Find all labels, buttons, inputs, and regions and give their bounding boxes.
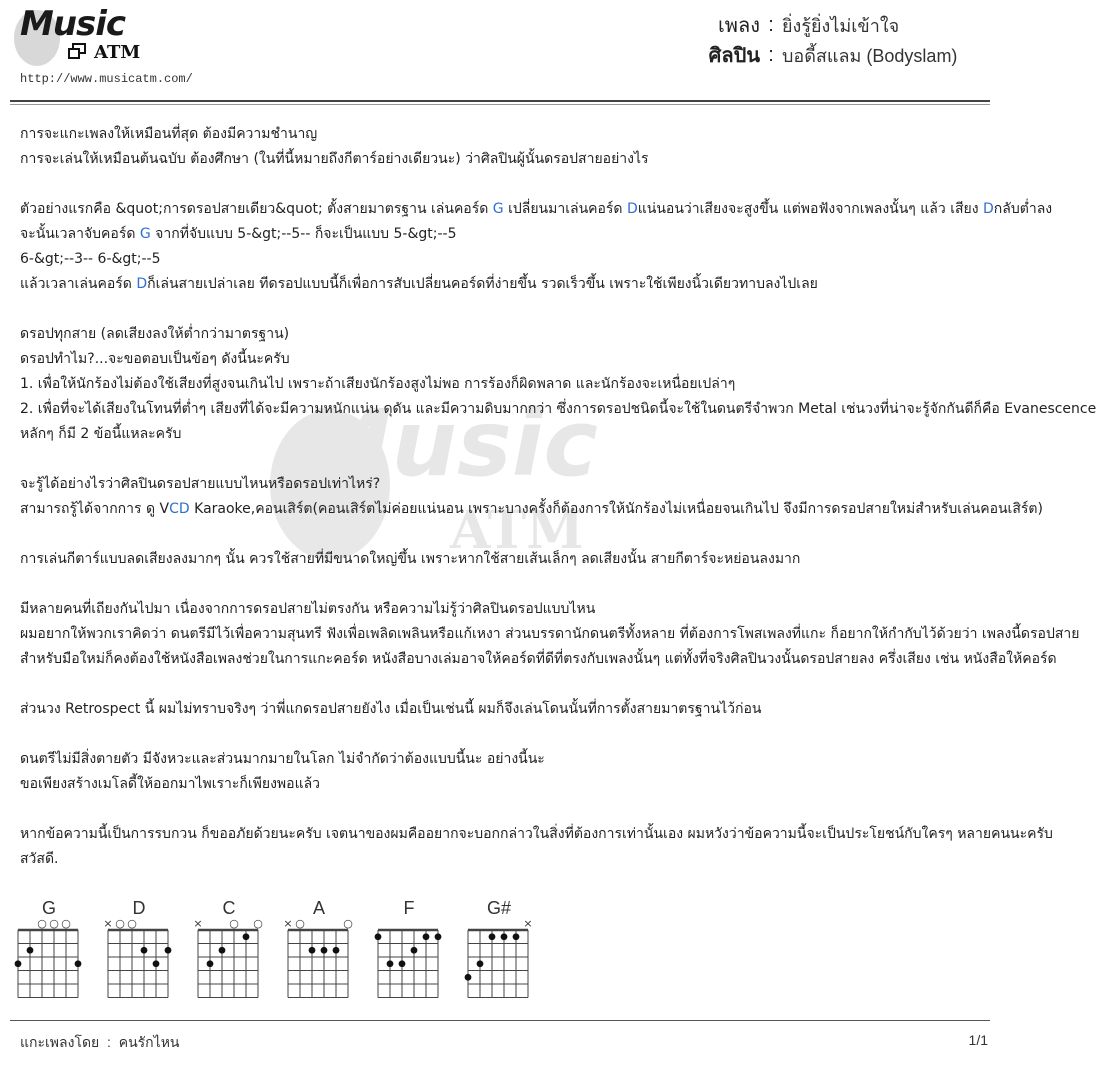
fretboard [284, 918, 354, 998]
lyric-text: สามารถรู้ได้จากการ ดู V [20, 501, 170, 517]
song-sep: : [768, 13, 774, 36]
watermark-logo: Music ATM [260, 390, 640, 620]
lyric-text: มีหลายคนที่เถียงกันไปมา เนื่องจากการดรอปสายไม่ตรงกัน หรือความไม่รู้ว่าศิลปินดรอปแบบไหน [20, 601, 596, 617]
chord-diagram-a [284, 898, 354, 998]
artist-label: ศิลปิน [708, 45, 760, 67]
open-string-marker: ○ [61, 917, 71, 930]
chord-diagrams [14, 898, 574, 998]
lyric-text: หลักๆ ก็มี 2 ข้อนี้แหละครับ [20, 426, 182, 442]
chord-link[interactable]: D [136, 276, 148, 292]
lyric-line [20, 347, 1000, 372]
chord-name: C [222, 898, 236, 918]
finger-dot [513, 933, 520, 940]
finger-dot [243, 933, 250, 940]
finger-dot [309, 947, 316, 954]
lyric-line [20, 597, 1000, 622]
finger-dot [489, 933, 496, 940]
chord-diagram-f [374, 898, 444, 998]
lyric-line [20, 247, 1000, 272]
chord-link[interactable]: G [492, 201, 504, 217]
lyric-text: การจะเล่นให้เหมือนต้นฉบับ ต้องศึกษา (ในที่นี้หมายถึงกีตาร์อย่างเดียวนะ) ว่าศิลปินผู้นั้นดรอปสายอย่างไร [20, 151, 649, 167]
muted-string-marker: × [523, 917, 533, 930]
lyric-line [20, 297, 1000, 322]
finger-dot [321, 947, 328, 954]
finger-dot [477, 960, 484, 967]
lyric-line [20, 697, 1000, 722]
finger-dot [207, 960, 214, 967]
finger-dot [27, 947, 34, 954]
credit-sep: : [107, 1034, 111, 1050]
lyric-line [20, 722, 1000, 747]
credit [20, 1032, 180, 1054]
lyric-line [20, 322, 1000, 347]
header-divider-thin [10, 104, 990, 105]
footer-divider [10, 1020, 990, 1021]
open-string-marker: ○ [253, 917, 263, 930]
finger-dot [375, 933, 382, 940]
finger-dot [141, 947, 148, 954]
fretboard [464, 918, 534, 998]
lyric-line [20, 372, 1000, 397]
chord-link[interactable]: D [626, 201, 638, 217]
lyric-text: 6-&gt;--3-- 6-&gt;--5 [20, 251, 161, 267]
lyric-line [20, 497, 1043, 522]
open-string-marker: ○ [115, 917, 125, 930]
chord-link[interactable]: CD [169, 501, 190, 517]
lyric-text: ส่วนวง Retrospect นี้ ผมไม่ทราบจริงๆ ว่าพี่แกดรอปสายยังไง เมื่อเป็นเช่นนี้ ผมก็จึงเล่นโดนนั้นที่การตั้งสายมาตรฐานไว้ก่อน [20, 701, 762, 717]
lyric-line [20, 747, 1000, 772]
lyric-line [20, 672, 1000, 697]
fretboard [14, 918, 84, 998]
chord-name: D [132, 898, 146, 918]
lyric-line [20, 822, 1053, 847]
lyric-text: ดรอปทุกสาย (ลดเสียงลงให้ต่ำกว่ามาตรฐาน) [20, 326, 290, 342]
site-url[interactable]: http://www.musicatm.com/ [20, 72, 193, 86]
lyric-line [20, 272, 1000, 297]
artist-sep: : [768, 43, 774, 66]
lyric-text: การจะแกะเพลงให้เหมือนที่สุด ต้องมีความชำนาญ [20, 126, 318, 142]
song-title: ยิ่งรู้ยิ่งไม่เข้าใจ [782, 15, 900, 36]
lyric-text: สำหรับมือใหม่ก็คงต้องใช้หนังสือเพลงช่วยในการแกะคอร์ด หนังสือบางเล่มอาจให้คอร์ดที่ดีที่ตรงกับเพลงนั้นๆ แต่ทั้งที่จริงศิลปินวงนั้นดรอปสายลง ครึ่งเสียง เช่น หนังสือให้คอร์ด [20, 651, 1057, 667]
lyric-line [20, 447, 1000, 472]
song-row [694, 10, 984, 40]
lyric-text: จะนั้นเวลาจับคอร์ด [20, 226, 140, 242]
lyric-line [20, 422, 1000, 447]
finger-dot [465, 974, 472, 981]
finger-dot [435, 933, 442, 940]
finger-dot [15, 960, 22, 967]
finger-dot [219, 947, 226, 954]
lyric-line [20, 222, 1000, 247]
chord-diagram-gsharp [464, 898, 534, 998]
lyric-line [20, 847, 1000, 872]
lyric-line [20, 147, 1000, 172]
open-string-marker: ○ [229, 917, 239, 930]
open-string-marker: ○ [343, 917, 353, 930]
window-logo-icon [68, 43, 86, 59]
lyric-text: ตัวอย่างแรกคือ &quot;การดรอปสายเดียว&quot; ตั้งสายมาตรฐาน เล่นคอร์ด [20, 201, 493, 217]
lyric-text: ขอเพียงสร้างเมโลดี้ให้ออกมาไพเราะก็เพียงพอแล้ว [20, 776, 321, 792]
chord-name: G# [486, 898, 511, 918]
chord-diagram-c [194, 898, 264, 998]
muted-string-marker: × [103, 917, 113, 930]
muted-string-marker: × [193, 917, 203, 930]
lyric-line [20, 397, 1096, 422]
lyric-text: จะรู้ได้อย่างไรว่าศิลปินดรอปสายแบบไหนหรือดรอปเท่าไหร่? [20, 476, 381, 492]
lyric-line [20, 547, 1000, 572]
fretboard [374, 918, 444, 998]
site-logo[interactable] [14, 4, 194, 90]
chord-name: F [403, 898, 415, 918]
chord-link[interactable]: G [139, 226, 151, 242]
header-divider [10, 100, 990, 102]
song-label: เพลง [717, 15, 760, 37]
finger-dot [387, 960, 394, 967]
credit-label: แกะเพลงโดย [20, 1034, 100, 1050]
song-meta [694, 10, 984, 70]
open-string-marker: ○ [295, 917, 305, 930]
lyric-text: หากข้อความนี้เป็นการรบกวน ก็ขออภัยด้วยนะครับ เจตนาของผมคืออยากจะบอกกล่าวในสิ่งที่ต้องการเท่านั้นเอง ผมหวังว่าข้อความนี้จะเป็นประโยชน์กับใครๆ หลายคนนะครับ [20, 826, 1053, 842]
chord-link[interactable]: D [983, 201, 994, 217]
finger-dot [423, 933, 430, 940]
lyric-text: Karaoke,คอนเสิร์ต(คอนเสิร์ตไม่ค่อยแน่นอน เพราะบางครั้งก็ต้องการให้นักร้องไม่เหนื่อยจนเกินไป จึงมีการดรอปสายใหม่สำหรับเล่นคอนเสิร์ต) [189, 501, 1043, 517]
lyric-line [20, 172, 1000, 197]
lyric-line [20, 797, 1000, 822]
chord-name: A [312, 898, 325, 918]
lyric-text: แน่นอนว่าเสียงจะสูงขึ้น แต่พอฟังจากเพลงนั้นๆ แล้ว เสียง [637, 201, 984, 217]
chord-diagram-g [14, 898, 84, 998]
artist-row [694, 40, 984, 70]
footer [20, 1032, 988, 1054]
open-string-marker: ○ [127, 917, 137, 930]
lyric-text: เปลี่ยนมาเล่นคอร์ด [503, 201, 627, 217]
finger-dot [333, 947, 340, 954]
logo-music-text: Music [20, 4, 126, 44]
lyric-line [20, 197, 1053, 222]
lyric-text: ผมอยากให้พวกเราคิดว่า ดนตรีมีไว้เพื่อความสุนทรี ฟังเพื่อเพลิดเพลินหรือแก้เหงา ส่วนบรรดานักดนตรีทั้งหลาย ที่ต้องการโพสเพลงที่แกะ ก็อยากให้กำกับไว้ด้วยว่า เพลงนี้ดรอปสาย [20, 626, 1080, 642]
lyric-text: แล้วเวลาเล่นคอร์ด [20, 276, 137, 292]
open-string-marker: ○ [37, 917, 47, 930]
lyric-line [20, 622, 1080, 647]
lyrics-body [20, 122, 1096, 872]
fretboard [104, 918, 174, 998]
lyric-text: ดนตรีไม่มีสิ่งตายตัว มีจังหวะและส่วนมากมายในโลก ไม่จำกัดว่าต้องแบบนี้นะ อย่างนี้นะ [20, 751, 545, 767]
credit-name: คนรักไหน [118, 1034, 180, 1050]
artist-name: บอดี้สแลม (Bodyslam) [782, 45, 958, 66]
lyric-text: ดรอปทำไม?...จะขอตอบเป็นข้อๆ ดังนี้นะครับ [20, 351, 290, 367]
open-string-marker: ○ [49, 917, 59, 930]
lyric-text: สวัสดี. [20, 851, 59, 867]
lyric-text: กลับต่ำลง [993, 201, 1053, 217]
finger-dot [165, 947, 172, 954]
lyric-line [20, 122, 1000, 147]
lyric-line [20, 572, 1000, 597]
lyric-text: 1. เพื่อให้นักร้องไม่ต้องใช้เสียงที่สูงจนเกินไป เพราะถ้าเสียงนักร้องสูงไม่พอ การร้องก็ผิดพลาด และนักร้องจะเหนื่อยเปล่าๆ [20, 376, 736, 392]
lyric-line [20, 772, 1000, 797]
finger-dot [399, 960, 406, 967]
finger-dot [75, 960, 82, 967]
finger-dot [153, 960, 160, 967]
finger-dot [501, 933, 508, 940]
chord-diagram-d [104, 898, 174, 998]
lyric-text: 2. เพื่อที่จะได้เสียงในโทนที่ต่ำๆ เสียงที่ได้จะมีความหนักแน่น ดุดัน และมีความดิบมากกว่า ซึ่งการดรอปชนิดนี้จะใช้ในดนตรีจำพวก Metal เช่นวงที่น่าจะรู้จักกันดีก็คือ Evanescence [20, 401, 1096, 417]
logo-atm-text: ATM [94, 42, 141, 63]
lyric-line [20, 647, 1057, 672]
lyric-line [20, 472, 1000, 497]
lyric-text: ก็เล่นสายเปล่าเลย ทีดรอปแบบนี้ก็เพื่อการสับเปลี่ยนคอร์ดที่ง่ายขึ้น รวดเร็วขึ้น เพราะใช้เพียงนิ้วเดียวทาบลงไปเลย [147, 276, 818, 292]
muted-string-marker: × [283, 917, 293, 930]
lyric-line [20, 522, 1000, 547]
lyric-text: จากที่จับแบบ 5-&gt;--5-- ก็จะเป็นแบบ 5-&gt;--5 [150, 226, 457, 242]
chord-name: G [41, 898, 56, 918]
lyric-text: การเล่นกีตาร์แบบลดเสียงลงมากๆ นั้น ควรใช้สายที่มีขนาดใหญ่ขึ้น เพราะหากใช้สายเส้นเล็กๆ ลดเสียงนั้น สายกีตาร์จะหย่อนลงมาก [20, 551, 801, 567]
finger-dot [411, 947, 418, 954]
page-number: 1/1 [968, 1032, 988, 1048]
fretboard [194, 918, 264, 998]
